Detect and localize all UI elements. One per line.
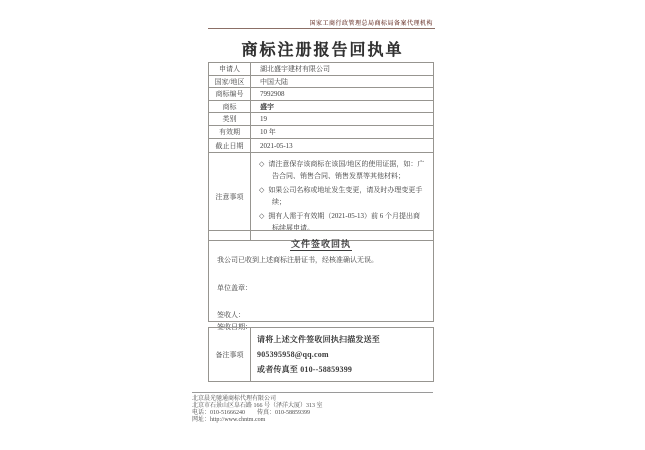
row-label: 有效期 [209,126,251,139]
table-row-class [209,113,434,126]
remark-value-cell [251,328,434,382]
row-label: 国家/地区 [209,76,251,88]
row-value: 湖北盛宇建材有限公司 [251,63,434,76]
diamond-bullet-icon: ◇ [259,212,265,220]
note-item [259,158,425,182]
signer-label: 签收人： [217,311,245,319]
footer-rule [192,392,433,393]
note-text: 拥有人需于有效期（2021-05-13）前 6 个月提出商标续展申请。 [268,212,421,232]
table-row-applicant [209,63,434,76]
row-value: 盛宇 [251,101,434,113]
remark-line-fax: 或者传真至 010--58859399 [257,365,353,374]
table-row-country [209,76,434,88]
agency-accreditation-note: 国家工商行政管理总局商标局备案代理机构 [309,21,433,27]
row-label: 注意事项 [209,153,251,241]
footer-company-name: 北京晨光驰通商标代理有限公司 [192,396,277,402]
row-value: 19 [251,113,434,126]
document-title: 商标注册报告回执单 [241,42,404,59]
remark-line-email: 请将上述文件签收回执扫描发送至 905395958@qq.com [257,335,380,359]
document-receipt-box [208,230,434,331]
note-text: 请注意保存该商标在该国/地区的使用证据，如：广告合同、销售合同、销售发票等其他材料； [268,160,425,180]
row-label: 截止日期 [209,139,251,153]
table-row-validity [209,126,434,139]
footer-address: 北京市石景山区阜石路 166 号（泽洋大厦）313 室 [192,403,323,409]
receipt-statement: 我公司已收到上述商标注册证书，经核准确认无误。 [217,256,378,264]
row-value: 2021-05-13 [251,139,434,153]
row-label: 申请人 [209,63,251,76]
table-row-trademark-number [209,88,434,101]
row-value: 7992908 [251,88,434,101]
table-row-trademark [209,101,434,113]
header-rule [208,28,435,29]
row-label: 类别 [209,113,251,126]
table-row-expiry-date [209,139,434,153]
diamond-bullet-icon: ◇ [259,160,265,168]
table-row-remarks [209,328,434,382]
table-row-notes [209,153,434,241]
sign-date-label: 签收日期： [217,323,252,331]
note-item [259,184,425,208]
trademark-info-table [208,62,434,241]
footer-website: 网址：http://www.chntm.com [192,417,266,423]
receipt-box-title: 文件签收回执 [290,239,351,249]
row-label: 商标 [209,101,251,113]
row-value: 中国大陆 [251,76,434,88]
agency-footer [192,392,433,424]
footer-phone-fax: 电话：010-51666240 传真：010-58859399 [192,410,310,416]
company-stamp-label: 单位盖章： [217,284,252,292]
note-text: 如果公司名称或地址发生变更，请及时办理变更手续； [268,186,423,206]
row-label: 备注事项 [209,328,251,382]
diamond-bullet-icon: ◇ [259,186,265,194]
remark-table [208,327,434,382]
row-label: 商标编号 [209,88,251,101]
row-value: 10 年 [251,126,434,139]
notes-cell [251,153,434,241]
